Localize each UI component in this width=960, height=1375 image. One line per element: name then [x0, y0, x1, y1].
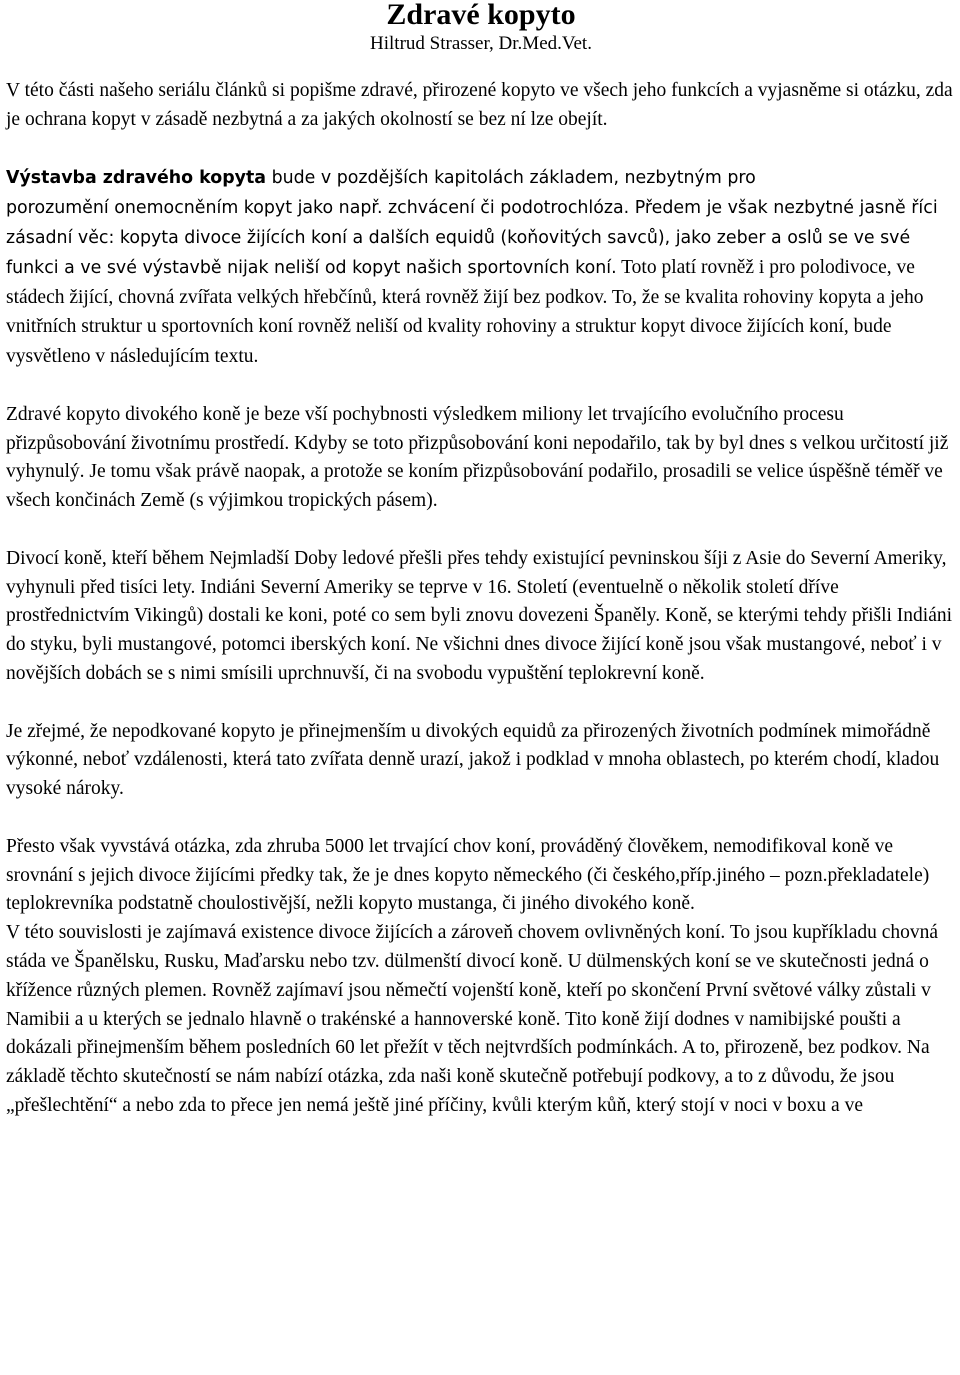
paragraph-breeding-question: Přesto však vyvstává otázka, zda zhruba 5000 let trvající chov koní, prováděný člověkem, nemodifikoval koně ve srovnání s jejich divoce žijícími předky tak, že je dnes kopyto německého (či českého,příp.jiného – pozn.překladatele) teplokrevníka podstatně choulostivější, nežli kopyto mustanga, či jiného divokého koně. — [6, 835, 930, 915]
document-title: Zdravé kopyto — [386, 0, 576, 31]
paragraph-unshod-hoof: Je zřejmé, že nepodkované kopyto je přinejmenším u divokých equidů za přirozených životních podmínek mimořádně výkonné, neboť vzdálenosti, která tato zvířata denně urazí, jakož i podklad v mnoha oblastech, po kterém chodí, kladou vysoké nároky. — [6, 720, 940, 800]
bold-heading: Výstavba zdravého kopyta — [6, 168, 267, 189]
paragraph-feral-examples: V této souvislosti je zajímavá existence divoce žijících a zároveň chovem ovlivněných koní. To jsou kupříkladu chovná stáda ve Španělsku, Rusku, Maďarsku nebo tzv. dülmenští divocí koně. U dülmenských koní se ve skutečnosti jedná o křížence různých plemen. Rovněž zajímaví jsou němečtí vojenští koně, kteří po skončení První světové války zůstali v Namibii a u kterých se jednalo hlavně o trakénské a hannoverské koně. Tito koně žijí dodnes v namibijské poušti a dokázali přinejmenším během posledních 60 let přežít v těch nejtvrdších podmínkách. A to, přirozeně, bez podkov. Na základě těchto skutečností se nám nabízí otázka, zda naši koně skutečně potřebují podkovy, a to z důvodu, že jsou „přešlechtění“ a nebo zda to přece jen nemá ještě jiné příčiny, kvůli kterým kůň, který stojí v noci v boxu a ve — [6, 922, 939, 1116]
document-author: Hiltrud Strasser, Dr.Med.Vet. — [370, 33, 592, 54]
paragraph-hoof-structure: Výstavba zdravého kopyta bude v pozdějších kapitolách základem, nezbytným pro porozumění onemocněním kopyt jako např. zchvácení či podotrochlóza. Předem je však nezbytné jasně říci zásadní věc: kopyta divoce žijících koní a dalších equidů (koňovitých savců), jako zeber a oslů se ve své funkci a ve své výstavbě nijak neliší od kopyt našich sportovních koní. Toto platí rovněž i pro polodivoce, ve stádech žijící, chovná zvířata velkých hřebčínů, která rovněž žijí bez podkov. To, že se kvalita rohoviny kopyta a jeho vnitřních struktur u sportovních koní rovněž neliší od kvality rohoviny a struktur kopyt divoce žijících koní, bude vysvětleno v následujícím textu. — [6, 168, 938, 368]
paragraph-wild-horses: Divocí koně, kteří během Nejmladší Doby ledové přešli přes tehdy existující pevninskou šíji z Asie do Severní Ameriky, vyhynuli před tisíci lety. Indiáni Severní Ameriky se teprve v 16. Století (eventuelně o několik století dříve prostřednictvím Vikingů) dostali ke koni, poté co sem byli znovu dovezeni Španěly. Koně, se kterými tehdy přišli Indiáni do styku, byli mustangové, potomci iberských koní. Ne všichni dnes divoce žijící koně jsou však mustangové, neboť i v novějších dobách se s nimi smísili uprchnuvší, či na svobodu vypuštění teplokrevní koně. — [6, 547, 953, 684]
document-page — [6, 0, 956, 1121]
intro-paragraph: V této části našeho seriálu článků si popišme zdravé, přirozené kopyto ve všech jeho funkcích a vyjasněme si otázku, zda je ochrana kopyt v zásadě nezbytná a za jakých okolností se bez ní lze obejít. — [6, 80, 953, 130]
paragraph-evolution: Zdravé kopyto divokého koně je beze vší pochybnosti výsledkem miliony let trvajícího evolučního procesu přizpůsobování životnímu prostředí. Kdyby se toto přizpůsobování koni nepodařilo, tak by byl dnes s velkou určitostí již vyhynulý. Je tomu však právě naopak, a protože se koním přizpůsobování podařilo, prosadili se velice úspěšně téměř ve všech končinách Země (s výjimkou tropických pásem). — [6, 403, 949, 512]
